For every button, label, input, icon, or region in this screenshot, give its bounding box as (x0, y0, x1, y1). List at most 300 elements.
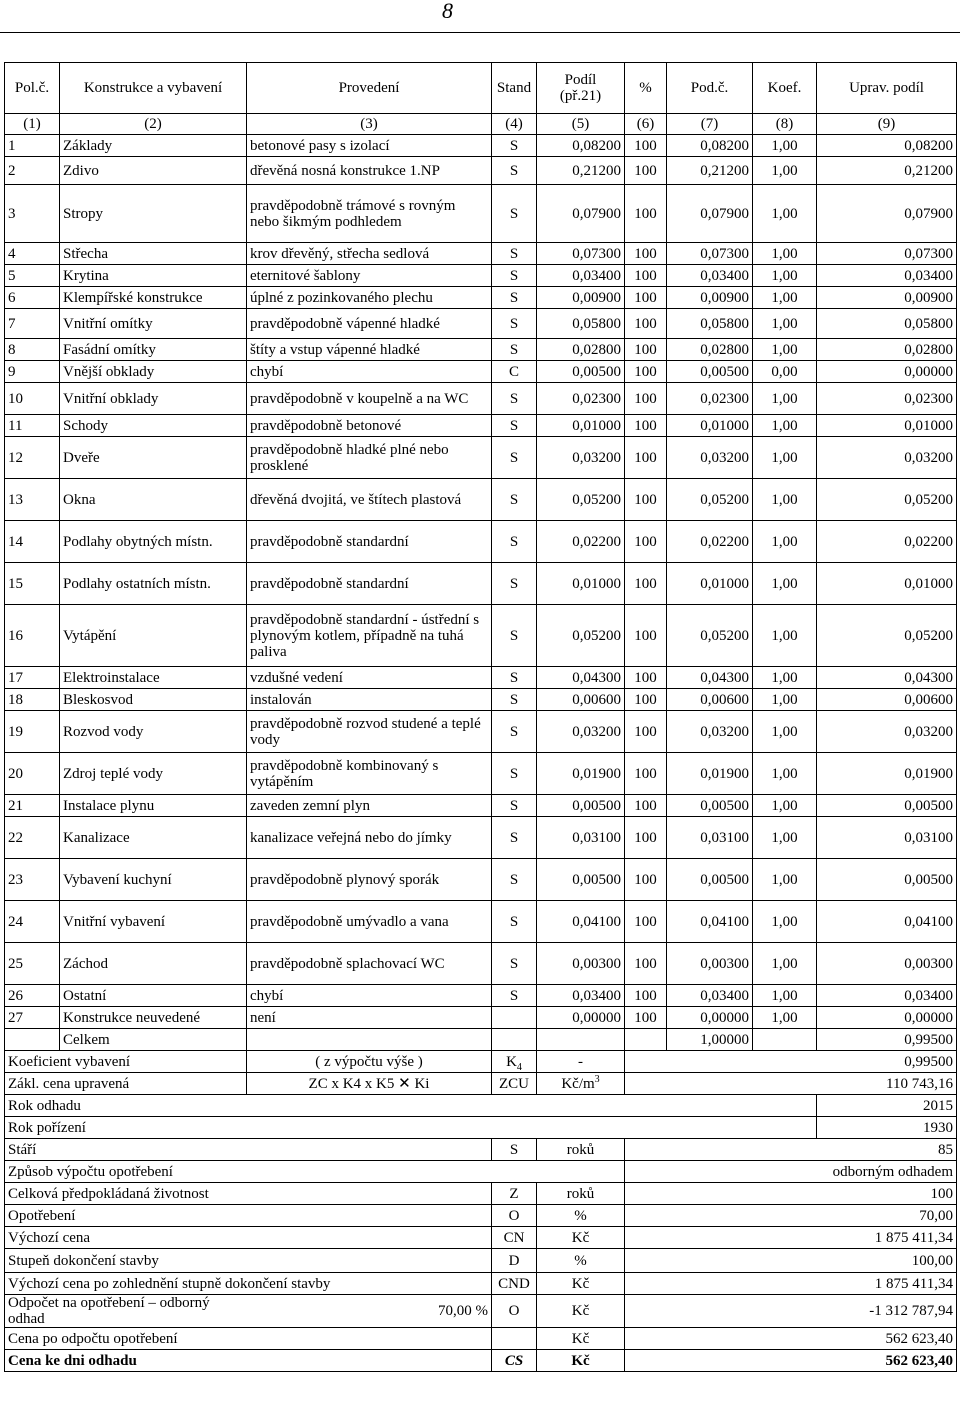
item-podil: 0,04100 (537, 901, 625, 943)
stupen-row (5, 1249, 957, 1273)
item-percent: 100 (625, 361, 667, 383)
page-number: 8 (442, 0, 453, 23)
summary-unit: Kč (537, 1328, 625, 1350)
item-koeficient: 1,00 (753, 383, 817, 415)
summary-label: Opotřebení (5, 1205, 492, 1227)
item-upraveny-podil: 0,00000 (817, 361, 957, 383)
item-name: Podlahy ostatních místn. (60, 563, 247, 605)
item-provedeni: dřevěná nosná konstrukce 1.NP (247, 157, 492, 185)
item-podil: 0,05200 (537, 605, 625, 667)
header-cell: Koef. (753, 63, 817, 114)
item-number: 25 (5, 943, 60, 985)
item-number: 13 (5, 479, 60, 521)
item-provedeni: pravděpodobně kombinovaný s vytápěním (247, 753, 492, 795)
item-upraveny-podil: 0,03100 (817, 817, 957, 859)
item-podil: 0,02300 (537, 383, 625, 415)
item-name: Střecha (60, 243, 247, 265)
item-provedeni: chybí (247, 985, 492, 1007)
item-percent: 100 (625, 521, 667, 563)
item-standard: S (492, 859, 537, 901)
item-number: 2 (5, 157, 60, 185)
item-koeficient: 1,00 (753, 985, 817, 1007)
item-podil: 0,00900 (537, 287, 625, 309)
item-standard: S (492, 339, 537, 361)
item-name: Vnitřní omítky (60, 309, 247, 339)
item-podil: 0,02800 (537, 339, 625, 361)
summary-symbol: O (492, 1205, 537, 1227)
item-standard: S (492, 265, 537, 287)
item-koeficient: 1,00 (753, 901, 817, 943)
summary-label: Zákl. cena upravená (5, 1073, 247, 1095)
item-standard: S (492, 985, 537, 1007)
summary-symbol: D (492, 1249, 537, 1273)
item-podil-cast: 0,01000 (667, 415, 753, 437)
item-number: 12 (5, 437, 60, 479)
item-number: 15 (5, 563, 60, 605)
summary-unit: Kč (537, 1295, 625, 1328)
table-row (5, 309, 957, 339)
item-provedeni: chybí (247, 361, 492, 383)
item-podil: 0,03200 (537, 437, 625, 479)
item-standard: S (492, 287, 537, 309)
rok-porizeni-row (5, 1117, 957, 1139)
summary-percent: 70,00 % (247, 1295, 492, 1328)
summary-unit: Kč (537, 1273, 625, 1295)
item-podil-cast: 0,05800 (667, 309, 753, 339)
item-podil-cast: 0,07300 (667, 243, 753, 265)
cell (492, 1328, 537, 1350)
summary-label: Koeficient vybavení (5, 1051, 247, 1073)
item-number: 18 (5, 689, 60, 711)
column-number: (6) (625, 114, 667, 135)
item-upraveny-podil: 0,00000 (817, 1007, 957, 1029)
item-standard (492, 1007, 537, 1029)
cell (492, 1029, 537, 1051)
item-upraveny-podil: 0,07300 (817, 243, 957, 265)
item-upraveny-podil: 0,03200 (817, 437, 957, 479)
item-koeficient: 1,00 (753, 1007, 817, 1029)
item-podil-cast: 0,05200 (667, 479, 753, 521)
item-percent: 100 (625, 185, 667, 243)
item-standard: S (492, 243, 537, 265)
summary-unit: Kč (537, 1227, 625, 1249)
item-podil-cast: 0,04100 (667, 901, 753, 943)
table-row (5, 287, 957, 309)
table-row (5, 383, 957, 415)
item-podil: 0,01000 (537, 415, 625, 437)
table-header-row (5, 63, 957, 114)
zakl-cena-row (5, 1073, 957, 1095)
item-podil: 0,05800 (537, 309, 625, 339)
item-name: Krytina (60, 265, 247, 287)
item-upraveny-podil: 0,00500 (817, 795, 957, 817)
cena-po-row (5, 1328, 957, 1350)
summary-value: 100,00 (625, 1249, 957, 1273)
item-name: Vnější obklady (60, 361, 247, 383)
item-podil: 0,07900 (537, 185, 625, 243)
table-row (5, 711, 957, 753)
cell (753, 1029, 817, 1051)
summary-value: odborným odhadem (625, 1161, 957, 1183)
item-provedeni: pravděpodobně rozvod studené a teplé vody (247, 711, 492, 753)
item-standard: S (492, 135, 537, 157)
item-koeficient: 1,00 (753, 605, 817, 667)
item-provedeni: úplné z pozinkovaného plechu (247, 287, 492, 309)
item-name: Vnitřní vybavení (60, 901, 247, 943)
item-percent: 100 (625, 383, 667, 415)
item-podil-cast: 0,01900 (667, 753, 753, 795)
summary-value: 1 875 411,34 (625, 1227, 957, 1249)
item-koeficient: 1,00 (753, 243, 817, 265)
table-row (5, 361, 957, 383)
column-number: (5) (537, 114, 625, 135)
item-provedeni: pravděpodobně plynový sporák (247, 859, 492, 901)
item-number: 27 (5, 1007, 60, 1029)
celkem-row (5, 1029, 957, 1051)
summary-label: Způsob výpočtu opotřebení (5, 1161, 625, 1183)
item-name: Konstrukce neuvedené (60, 1007, 247, 1029)
item-podil: 0,03400 (537, 985, 625, 1007)
item-standard: S (492, 689, 537, 711)
item-koeficient: 1,00 (753, 265, 817, 287)
summary-label: Cena po odpočtu opotřebení (5, 1328, 492, 1350)
item-upraveny-podil: 0,03200 (817, 711, 957, 753)
column-number-row (5, 114, 957, 135)
summary-formula: ZC x K4 x K5 ✕ Ki (247, 1073, 492, 1095)
item-percent: 100 (625, 243, 667, 265)
item-podil: 0,03400 (537, 265, 625, 287)
item-percent: 100 (625, 753, 667, 795)
item-koeficient: 0,00 (753, 361, 817, 383)
item-provedeni: pravděpodobně standardní (247, 521, 492, 563)
item-standard: S (492, 901, 537, 943)
summary-symbol: CN (492, 1227, 537, 1249)
item-koeficient: 1,00 (753, 135, 817, 157)
summary-label: Výchozí cena po zohlednění stupně dokončení stavby (5, 1273, 492, 1295)
table-row (5, 521, 957, 563)
item-percent: 100 (625, 135, 667, 157)
summary-value: 110 743,16 (625, 1073, 957, 1095)
zpusob-row (5, 1161, 957, 1183)
item-podil: 0,00500 (537, 795, 625, 817)
header-cell: Podíl (př.21) (537, 63, 625, 114)
cena-ke-dni-row (5, 1350, 957, 1372)
item-provedeni: pravděpodobně vápenné hladké (247, 309, 492, 339)
item-percent: 100 (625, 667, 667, 689)
item-podil: 0,00000 (537, 1007, 625, 1029)
item-upraveny-podil: 0,02300 (817, 383, 957, 415)
item-number: 6 (5, 287, 60, 309)
item-podil-cast: 0,00000 (667, 1007, 753, 1029)
item-koeficient: 1,00 (753, 795, 817, 817)
item-podil-cast: 0,03400 (667, 265, 753, 287)
table-row (5, 265, 957, 287)
header-rule (0, 32, 960, 33)
table-row (5, 563, 957, 605)
item-provedeni: pravděpodobně v koupelně a na WC (247, 383, 492, 415)
item-podil: 0,07300 (537, 243, 625, 265)
summary-symbol: ZCU (492, 1073, 537, 1095)
item-podil: 0,00500 (537, 859, 625, 901)
item-name: Záchod (60, 943, 247, 985)
item-name: Fasádní omítky (60, 339, 247, 361)
column-number: (2) (60, 114, 247, 135)
item-upraveny-podil: 0,08200 (817, 135, 957, 157)
item-number: 3 (5, 185, 60, 243)
table-row (5, 157, 957, 185)
summary-unit: % (537, 1205, 625, 1227)
item-provedeni: pravděpodobně umývadlo a vana (247, 901, 492, 943)
opotrebeni-row (5, 1205, 957, 1227)
item-name: Zdivo (60, 157, 247, 185)
summary-value: 70,00 (625, 1205, 957, 1227)
summary-label: Celková předpokládaná životnost (5, 1183, 492, 1205)
cell (537, 1029, 625, 1051)
table-row (5, 437, 957, 479)
item-koeficient: 1,00 (753, 753, 817, 795)
item-provedeni: pravděpodobně standardní - ústřední s plynovým kotlem, případně na tuhá paliva (247, 605, 492, 667)
item-standard: S (492, 521, 537, 563)
item-percent: 100 (625, 817, 667, 859)
table-row (5, 985, 957, 1007)
item-upraveny-podil: 0,05800 (817, 309, 957, 339)
column-number: (3) (247, 114, 492, 135)
cell (5, 1029, 60, 1051)
table-row (5, 243, 957, 265)
item-standard: S (492, 383, 537, 415)
item-koeficient: 1,00 (753, 437, 817, 479)
item-podil-cast: 0,03100 (667, 817, 753, 859)
item-standard: S (492, 753, 537, 795)
column-number: (8) (753, 114, 817, 135)
item-podil-cast: 0,05200 (667, 605, 753, 667)
item-percent: 100 (625, 605, 667, 667)
table-row (5, 901, 957, 943)
column-number: (9) (817, 114, 957, 135)
item-upraveny-podil: 0,00500 (817, 859, 957, 901)
summary-label: Stupeň dokončení stavby (5, 1249, 492, 1273)
item-upraveny-podil: 0,00300 (817, 943, 957, 985)
item-upraveny-podil: 0,05200 (817, 479, 957, 521)
summary-symbol: Z (492, 1183, 537, 1205)
item-number: 24 (5, 901, 60, 943)
summary-symbol: S (492, 1139, 537, 1161)
table-row (5, 943, 957, 985)
table-row (5, 339, 957, 361)
item-podil-cast: 0,02800 (667, 339, 753, 361)
item-standard: S (492, 309, 537, 339)
item-upraveny-podil: 0,01000 (817, 563, 957, 605)
item-name: Instalace plynu (60, 795, 247, 817)
item-podil: 0,05200 (537, 479, 625, 521)
stari-row (5, 1139, 957, 1161)
item-standard: S (492, 711, 537, 753)
item-number: 21 (5, 795, 60, 817)
item-podil: 0,00600 (537, 689, 625, 711)
item-podil-cast: 0,00500 (667, 795, 753, 817)
item-name: Vnitřní obklady (60, 383, 247, 415)
item-standard: S (492, 795, 537, 817)
item-upraveny-podil: 0,07900 (817, 185, 957, 243)
rok-odhadu-row (5, 1095, 957, 1117)
item-percent: 100 (625, 711, 667, 753)
item-provedeni: kanalizace veřejná nebo do jímky (247, 817, 492, 859)
item-koeficient: 1,00 (753, 689, 817, 711)
item-podil: 0,08200 (537, 135, 625, 157)
item-podil-cast: 0,08200 (667, 135, 753, 157)
item-podil-cast: 0,02200 (667, 521, 753, 563)
summary-symbol: CND (492, 1273, 537, 1295)
item-provedeni: pravděpodobně standardní (247, 563, 492, 605)
item-percent: 100 (625, 287, 667, 309)
item-number: 5 (5, 265, 60, 287)
item-podil: 0,03200 (537, 711, 625, 753)
summary-symbol: O (492, 1295, 537, 1328)
item-podil-cast: 0,03200 (667, 437, 753, 479)
item-percent: 100 (625, 985, 667, 1007)
item-podil-cast: 0,00500 (667, 361, 753, 383)
item-upraveny-podil: 0,21200 (817, 157, 957, 185)
item-podil-cast: 0,00600 (667, 689, 753, 711)
item-name: Vytápění (60, 605, 247, 667)
item-number: 8 (5, 339, 60, 361)
summary-unit: roků (537, 1139, 625, 1161)
item-number: 11 (5, 415, 60, 437)
item-podil: 0,00300 (537, 943, 625, 985)
item-podil-cast: 0,04300 (667, 667, 753, 689)
table-row (5, 1007, 957, 1029)
item-upraveny-podil: 0,04300 (817, 667, 957, 689)
summary-label: Rok pořízení (5, 1117, 817, 1139)
item-podil-cast: 0,01000 (667, 563, 753, 605)
celkem-upraveny: 0,99500 (817, 1029, 957, 1051)
table-row (5, 795, 957, 817)
item-podil: 0,21200 (537, 157, 625, 185)
column-number: (4) (492, 114, 537, 135)
item-percent: 100 (625, 479, 667, 521)
item-koeficient: 1,00 (753, 339, 817, 361)
item-number: 19 (5, 711, 60, 753)
item-podil-cast: 0,00900 (667, 287, 753, 309)
summary-value: 562 623,40 (625, 1328, 957, 1350)
item-percent: 100 (625, 795, 667, 817)
item-name: Vybavení kuchyní (60, 859, 247, 901)
item-koeficient: 1,00 (753, 185, 817, 243)
item-provedeni: vzdušné vedení (247, 667, 492, 689)
item-name: Okna (60, 479, 247, 521)
item-provedeni: eternitové šablony (247, 265, 492, 287)
summary-label: Stáří (5, 1139, 492, 1161)
item-podil: 0,01000 (537, 563, 625, 605)
table-row (5, 667, 957, 689)
item-standard: S (492, 185, 537, 243)
item-percent: 100 (625, 1007, 667, 1029)
item-name: Schody (60, 415, 247, 437)
item-koeficient: 1,00 (753, 479, 817, 521)
item-podil-cast: 0,03400 (667, 985, 753, 1007)
table-row (5, 817, 957, 859)
item-standard: C (492, 361, 537, 383)
item-upraveny-podil: 0,01900 (817, 753, 957, 795)
item-number: 16 (5, 605, 60, 667)
item-standard: S (492, 563, 537, 605)
item-percent: 100 (625, 339, 667, 361)
item-podil: 0,02200 (537, 521, 625, 563)
item-upraveny-podil: 0,02200 (817, 521, 957, 563)
item-koeficient: 1,00 (753, 943, 817, 985)
item-podil-cast: 0,03200 (667, 711, 753, 753)
item-provedeni: pravděpodobně betonové (247, 415, 492, 437)
item-number: 10 (5, 383, 60, 415)
item-provedeni: instalován (247, 689, 492, 711)
item-provedeni: není (247, 1007, 492, 1029)
item-standard: S (492, 479, 537, 521)
item-name: Dveře (60, 437, 247, 479)
item-percent: 100 (625, 265, 667, 287)
item-name: Kanalizace (60, 817, 247, 859)
item-percent: 100 (625, 437, 667, 479)
item-koeficient: 1,00 (753, 859, 817, 901)
item-number: 26 (5, 985, 60, 1007)
summary-value: 1930 (817, 1117, 957, 1139)
item-number: 22 (5, 817, 60, 859)
summary-unit: $Kč/m^3$ (537, 1073, 625, 1095)
item-number: 20 (5, 753, 60, 795)
summary-symbol: $K_4$ (492, 1051, 537, 1073)
item-upraveny-podil: 0,01000 (817, 415, 957, 437)
item-podil-cast: 0,07900 (667, 185, 753, 243)
item-upraveny-podil: 0,00600 (817, 689, 957, 711)
item-percent: 100 (625, 943, 667, 985)
summary-formula: ( z výpočtu výše ) (247, 1051, 492, 1073)
column-number: (7) (667, 114, 753, 135)
column-number: (1) (5, 114, 60, 135)
item-name: Stropy (60, 185, 247, 243)
item-koeficient: 1,00 (753, 415, 817, 437)
summary-symbol: CS (492, 1350, 537, 1372)
celkem-podil: 1,00000 (667, 1029, 753, 1051)
item-koeficient: 1,00 (753, 667, 817, 689)
koef-vybaveni-row (5, 1051, 957, 1073)
item-name: Rozvod vody (60, 711, 247, 753)
item-upraveny-podil: 0,00900 (817, 287, 957, 309)
header-cell: Uprav. podíl (817, 63, 957, 114)
item-percent: 100 (625, 415, 667, 437)
odpocet-row (5, 1295, 957, 1328)
item-name: Podlahy obytných místn. (60, 521, 247, 563)
header-cell: Provedení (247, 63, 492, 114)
item-koeficient: 1,00 (753, 521, 817, 563)
item-name: Bleskosvod (60, 689, 247, 711)
item-percent: 100 (625, 157, 667, 185)
item-name: Elektroinstalace (60, 667, 247, 689)
celkem-label: Celkem (60, 1029, 247, 1051)
multiply-icon: ✕ (398, 1075, 411, 1092)
item-number: 23 (5, 859, 60, 901)
item-standard: S (492, 157, 537, 185)
item-standard: S (492, 817, 537, 859)
zivotnost-row (5, 1183, 957, 1205)
valuation-table (4, 62, 957, 1372)
item-provedeni: dřevěná dvojitá, ve štítech plastová (247, 479, 492, 521)
summary-unit: - (537, 1051, 625, 1073)
summary-unit: % (537, 1249, 625, 1273)
summary-label: Cena ke dni odhadu (5, 1350, 492, 1372)
item-provedeni: pravděpodobně splachovací WC (247, 943, 492, 985)
cell (247, 1029, 492, 1051)
summary-value: 100 (625, 1183, 957, 1205)
item-koeficient: 1,00 (753, 309, 817, 339)
